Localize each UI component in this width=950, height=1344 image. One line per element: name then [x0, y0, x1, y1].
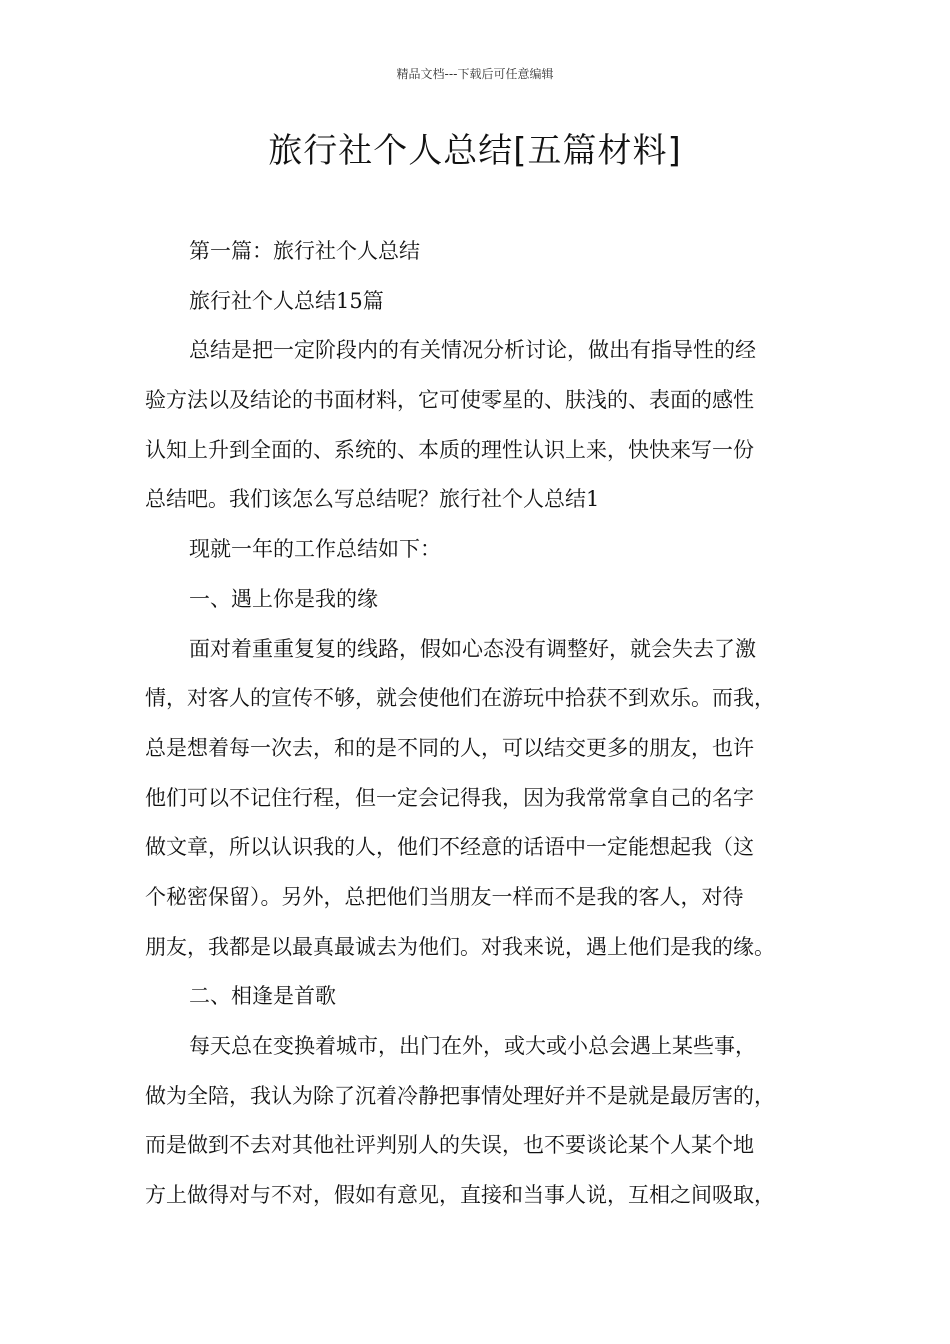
text-line: 朋友，我都是以最真最诚去为他们。对我来说，遇上他们是我的缘。	[145, 934, 775, 959]
text-line: 而是做到不去对其他社评判别人的失误，也不要谈论某个人某个地	[145, 1133, 754, 1158]
text-line: 总结吧。我们该怎么写总结呢？旅行社个人总结1	[145, 487, 600, 512]
text-line: 他们可以不记住行程，但一定会记得我，因为我常常拿自己的名字	[145, 785, 754, 810]
header-note: 精品文档---下载后可任意编辑	[396, 67, 554, 81]
text-line: 第一篇：旅行社个人总结	[189, 239, 420, 263]
text-line: 旅行社个人总结15篇	[189, 288, 384, 313]
text-line: 一、遇上你是我的缘	[189, 586, 378, 611]
text-line: 方上做得对与不对，假如有意见，直接和当事人说，互相之间吸取，	[145, 1183, 775, 1208]
text-line: 总结是把一定阶段内的有关情况分析讨论，做出有指导性的经	[189, 338, 756, 363]
text-line: 做为全陪，我认为除了沉着冷静把事情处理好并不是就是最厉害的，	[145, 1083, 775, 1108]
text-line: 现就一年的工作总结如下：	[189, 537, 441, 562]
document-title: 旅行社个人总结[五篇材料]	[268, 131, 682, 171]
text-line: 每天总在变换着城市，出门在外，或大或小总会遇上某些事，	[189, 1034, 756, 1058]
document-body	[145, 227, 815, 1221]
text-line: 总是想着每一次去，和的是不同的人，可以结交更多的朋友，也许	[145, 735, 754, 760]
text-line: 认知上升到全面的、系统的、本质的理性认识上来，快快来写一份	[145, 437, 754, 462]
text-line: 个秘密保留）。另外，总把他们当朋友一样而不是我的客人，对待	[145, 884, 744, 909]
text-line: 面对着重重复复的线路，假如心态没有调整好，就会失去了激	[189, 636, 756, 661]
text-line: 二、相逢是首歌	[189, 984, 336, 1009]
text-line: 做文章，所以认识我的人，他们不经意的话语中一定能想起我（这	[145, 835, 754, 860]
text-line: 情，对客人的宣传不够，就会使他们在游玩中拾获不到欢乐。而我，	[145, 686, 775, 711]
text-line: 验方法以及结论的书面材料，它可使零星的、肤浅的、表面的感性	[145, 388, 754, 413]
